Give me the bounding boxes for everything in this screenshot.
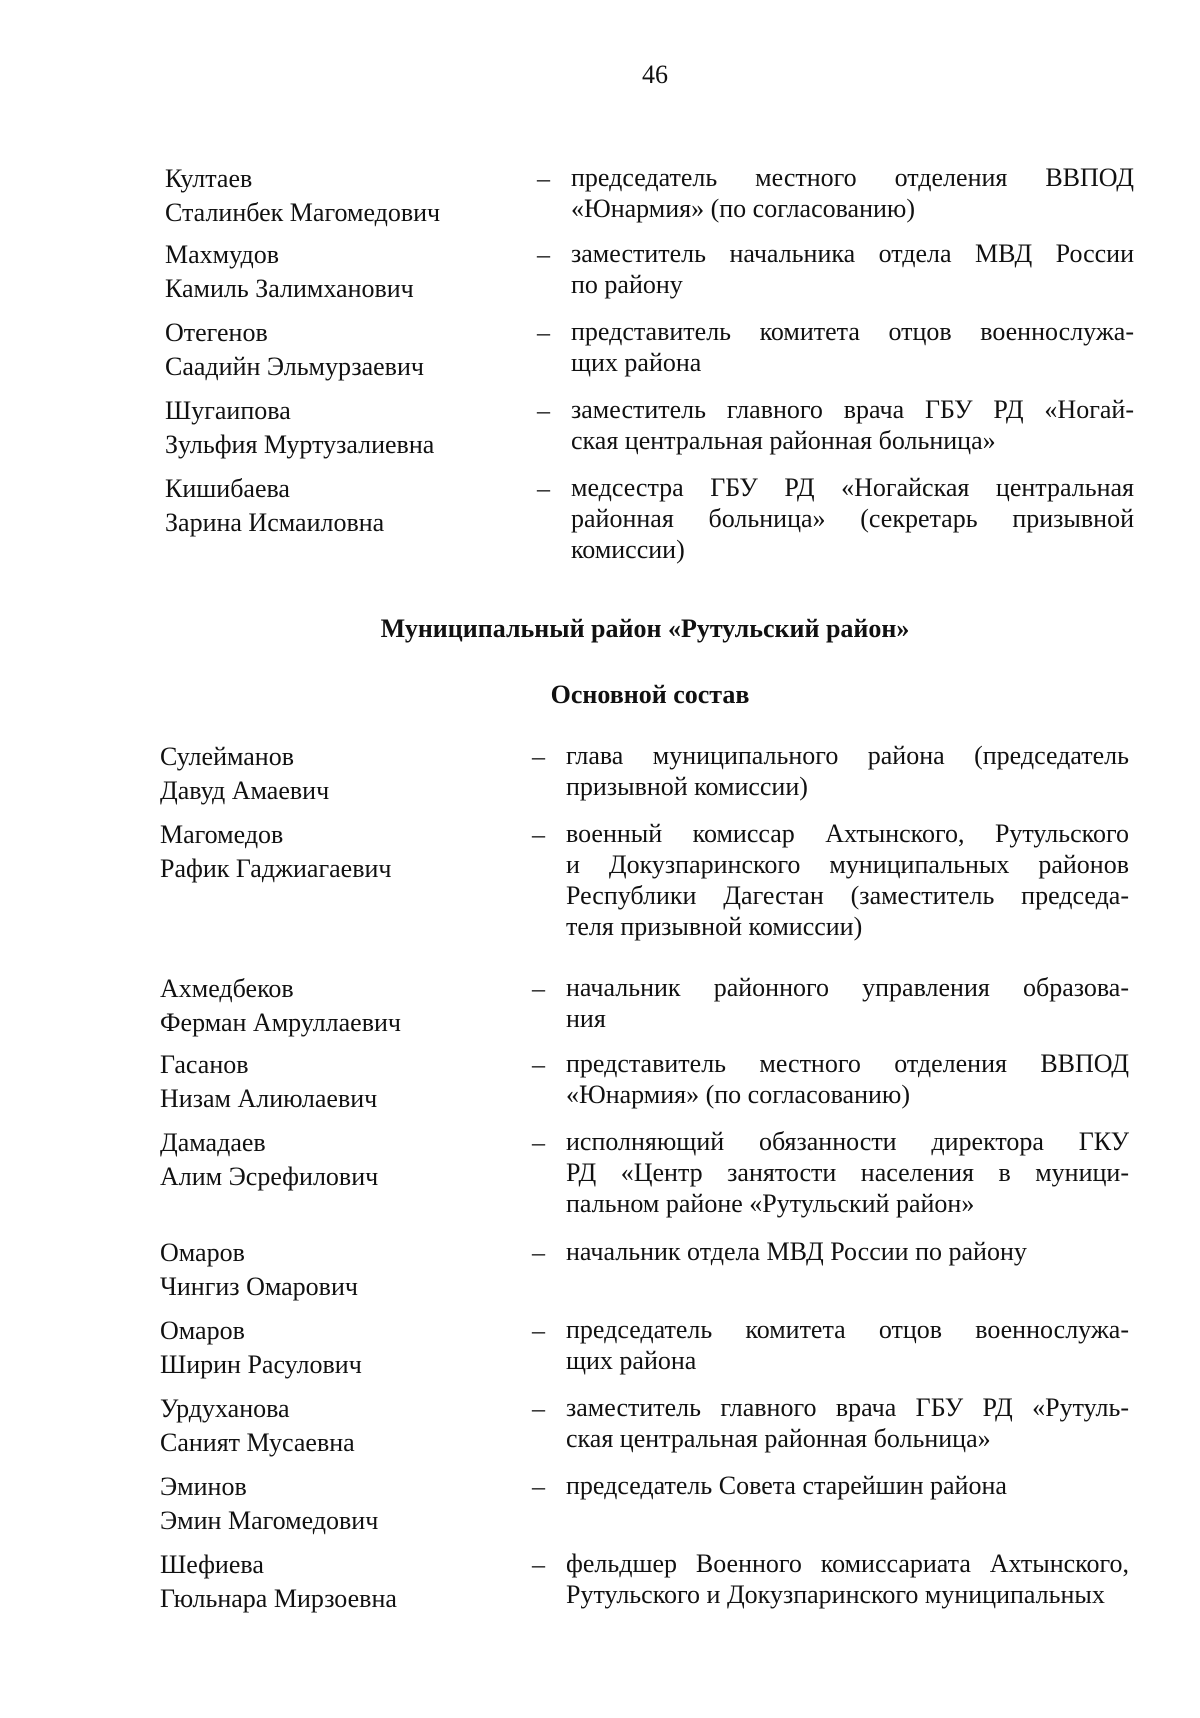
member-name [165,316,505,384]
member-name [160,1392,500,1460]
dash-separator: – [532,1238,545,1267]
member-surname: Кишибаева [165,474,290,503]
member-role-line: щих района [566,1346,697,1375]
member-name [165,394,505,462]
member-role-line: Республики Дагестан (заместитель председа- [566,881,1129,910]
member-given-names: Зарина Исмаиловна [165,508,385,537]
subsection-title: Основной состав [550,680,750,709]
member-role-line: заместитель главного врача ГБУ РД «Ногай- [571,395,1134,424]
member-name [160,1048,500,1116]
member-role [566,1470,1129,1501]
member-name [165,472,505,540]
member-role-line: теля призывной комиссии) [566,912,863,941]
dash-separator: – [532,1550,545,1579]
member-role-line: РД «Центр занятости населения в муници- [566,1158,1129,1187]
member-surname: Сулейманов [160,742,294,771]
member-role [566,1126,1129,1219]
member-name [160,972,500,1040]
member-role-line: заместитель главного врача ГБУ РД «Рутуль- [566,1393,1129,1422]
member-role-line: призывной комиссии) [566,772,808,801]
member-role [571,162,1134,224]
dash-separator: – [532,1128,545,1157]
member-surname: Урдуханова [160,1394,290,1423]
member-surname: Махмудов [165,240,279,269]
section-title: Муниципальный район «Рутульский район» [380,614,910,643]
member-given-names: Эмин Магомедович [160,1506,379,1535]
member-role-line: начальник районного управления образова- [566,973,1129,1002]
member-role-line: пальном районе «Рутульский район» [566,1189,975,1218]
member-surname: Эминов [160,1472,247,1501]
member-role [571,394,1134,456]
member-role [566,1392,1129,1454]
member-name [160,1236,500,1304]
member-role-line: ская центральная районная больница» [566,1424,991,1453]
member-name [160,1470,500,1538]
dash-separator: – [537,396,550,425]
member-surname: Магомедов [160,820,284,849]
member-role [571,238,1134,300]
member-role-line: фельдшер Военного комиссариата Ахтынского, [566,1549,1129,1578]
member-name [160,1548,500,1616]
dash-separator: – [537,318,550,347]
member-role-line: военный комиссар Ахтынского, Рутульского [566,819,1129,848]
member-surname: Шугаипова [165,396,291,425]
member-name [160,740,500,808]
member-given-names: Саадийн Эльмурзаевич [165,352,424,381]
dash-separator: – [532,820,545,849]
member-surname: Култаев [165,164,253,193]
member-role-line: по району [571,270,683,299]
member-role [566,1048,1129,1110]
member-role-line: ния [566,1004,606,1033]
member-role-line: «Юнармия» (по согласованию) [566,1080,911,1109]
dash-separator: – [537,164,550,193]
member-role [566,972,1129,1034]
member-surname: Отегенов [165,318,268,347]
member-role-line: комиссии) [571,535,685,564]
member-given-names: Камиль Залимханович [165,274,414,303]
member-role [571,316,1134,378]
member-role-line: председатель комитета отцов военнослужа- [566,1315,1129,1344]
member-given-names: Саният Мусаевна [160,1428,355,1457]
member-role-line: районная больница» (секретарь призывной [571,504,1134,533]
member-given-names: Низам Алиюлаевич [160,1084,378,1113]
member-role [566,740,1129,802]
member-role-line: медсестра ГБУ РД «Ногайская центральная [571,473,1134,502]
member-role [566,1314,1129,1376]
member-role-line: представитель местного отделения ВВПОД [566,1049,1129,1078]
member-given-names: Ферман Амруллаевич [160,1008,401,1037]
dash-separator: – [537,240,550,269]
member-surname: Гасанов [160,1050,249,1079]
member-name [160,1126,500,1194]
member-role-line: исполняющий обязанности директора ГКУ [566,1127,1129,1156]
member-role-line: ская центральная районная больница» [571,426,996,455]
member-surname: Омаров [160,1238,245,1267]
page-number: 46 [642,60,668,89]
member-role-line: представитель комитета отцов военнослужа- [571,317,1134,346]
member-role-line: и Докузпаринского муниципальных районов [566,850,1129,879]
member-role [566,818,1129,942]
member-role-line: председатель Совета старейшин района [566,1471,1007,1500]
member-given-names: Гюльнара Мирзоевна [160,1584,397,1613]
member-role [571,472,1134,565]
member-surname: Шефиева [160,1550,264,1579]
member-role [566,1236,1129,1267]
member-given-names: Рафик Гаджиагаевич [160,854,392,883]
member-given-names: Ширин Расулович [160,1350,362,1379]
member-role-line: заместитель начальника отдела МВД России [571,239,1134,268]
member-name [160,1314,500,1382]
member-name [165,238,505,306]
member-surname: Дамадаев [160,1128,266,1157]
member-given-names: Чингиз Омарович [160,1272,358,1301]
dash-separator: – [532,742,545,771]
dash-separator: – [532,1316,545,1345]
member-given-names: Давуд Амаевич [160,776,330,805]
member-given-names: Алим Эсрефилович [160,1162,379,1191]
dash-separator: – [532,1472,545,1501]
member-name [160,818,500,886]
member-role [566,1548,1129,1610]
member-given-names: Сталинбек Магомедович [165,198,441,227]
member-surname: Ахмедбеков [160,974,294,1003]
dash-separator: – [532,1050,545,1079]
dash-separator: – [532,974,545,1003]
member-surname: Омаров [160,1316,245,1345]
member-role-line: начальник отдела МВД России по району [566,1237,1027,1266]
member-role-line: щих района [571,348,702,377]
dash-separator: – [532,1394,545,1423]
member-name [165,162,505,230]
member-role-line: председатель местного отделения ВВПОД [571,163,1134,192]
member-given-names: Зульфия Муртузалиевна [165,430,435,459]
member-role-line: «Юнармия» (по согласованию) [571,194,916,223]
member-role-line: Рутульского и Докузпаринского муниципальных [566,1580,1105,1609]
member-role-line: глава муниципального района (председатель [566,741,1129,770]
dash-separator: – [537,474,550,503]
